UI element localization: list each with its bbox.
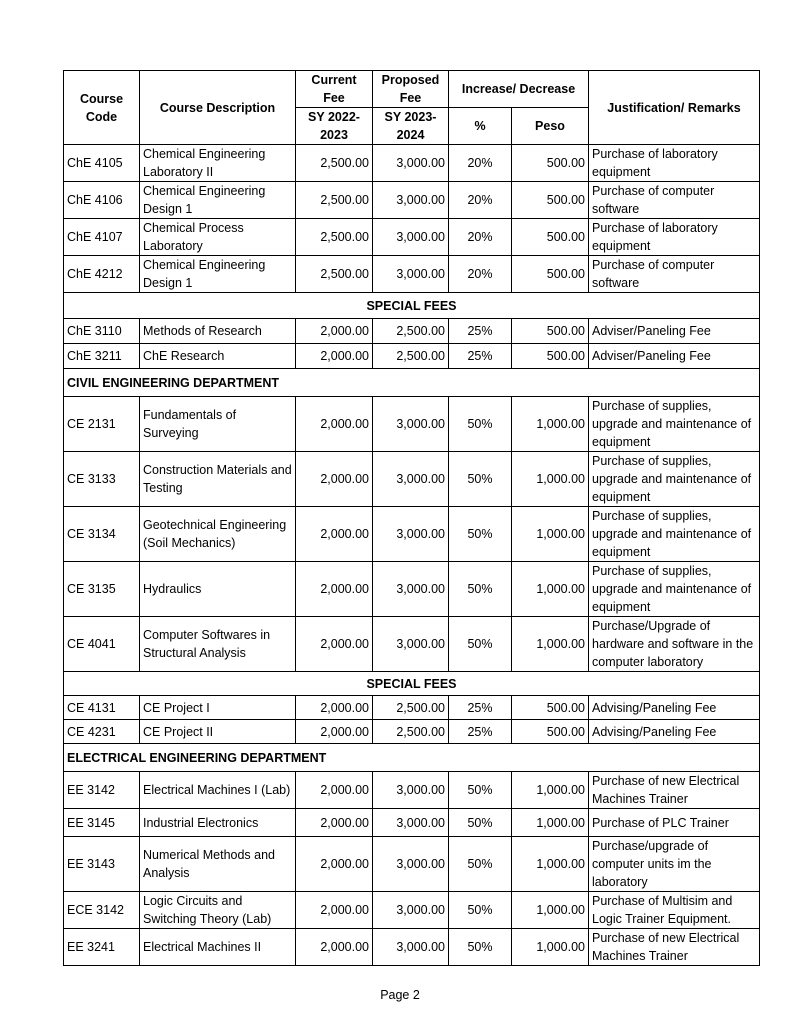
- course-description-cell: Electrical Machines I (Lab): [140, 772, 296, 809]
- table-row: [64, 809, 760, 837]
- course-code-cell: ECE 3142: [64, 892, 140, 929]
- course-description-cell: Chemical Process Laboratory: [140, 219, 296, 256]
- course-code-cell: EE 3145: [64, 809, 140, 837]
- table-row: [64, 145, 760, 182]
- course-description-cell: Geotechnical Engineering (Soil Mechanics): [140, 507, 296, 562]
- proposed-fee-cell: 3,000.00: [373, 562, 449, 617]
- proposed-fee-cell: 3,000.00: [373, 256, 449, 293]
- justification-cell: Purchase of Multisim and Logic Trainer Equipment.: [589, 892, 760, 929]
- peso-cell: 500.00: [512, 319, 589, 344]
- table-row: [64, 892, 760, 929]
- justification-cell: Purchase of laboratory equipment: [589, 219, 760, 256]
- justification-cell: Purchase of supplies, upgrade and maintenance of equipment: [589, 452, 760, 507]
- peso-cell: 1,000.00: [512, 837, 589, 892]
- course-description-cell: Numerical Methods and Analysis: [140, 837, 296, 892]
- peso-cell: 500.00: [512, 182, 589, 219]
- percent-cell: 50%: [449, 397, 512, 452]
- percent-cell: 50%: [449, 809, 512, 837]
- course-code-cell: CE 4041: [64, 617, 140, 672]
- justification-cell: Adviser/Paneling Fee: [589, 319, 760, 344]
- current-fee-cell: 2,000.00: [296, 837, 373, 892]
- proposed-fee-cell: 3,000.00: [373, 837, 449, 892]
- section-label: SPECIAL FEES: [64, 293, 760, 319]
- course-code-cell: EE 3142: [64, 772, 140, 809]
- current-fee-cell: 2,000.00: [296, 344, 373, 369]
- percent-cell: 50%: [449, 507, 512, 562]
- proposed-fee-cell: 3,000.00: [373, 182, 449, 219]
- current-fee-cell: 2,500.00: [296, 256, 373, 293]
- course-code-cell: EE 3241: [64, 929, 140, 966]
- course-description-cell: Logic Circuits and Switching Theory (Lab): [140, 892, 296, 929]
- course-code-cell: ChE 4105: [64, 145, 140, 182]
- proposed-fee-cell: 3,000.00: [373, 772, 449, 809]
- course-code-cell: CE 3135: [64, 562, 140, 617]
- percent-cell: 50%: [449, 452, 512, 507]
- table-row: [64, 452, 760, 507]
- peso-cell: 1,000.00: [512, 809, 589, 837]
- course-code-cell: ChE 3211: [64, 344, 140, 369]
- proposed-fee-cell: 3,000.00: [373, 145, 449, 182]
- peso-cell: 500.00: [512, 145, 589, 182]
- course-description-cell: Methods of Research: [140, 319, 296, 344]
- peso-cell: 500.00: [512, 219, 589, 256]
- current-fee-cell: 2,000.00: [296, 929, 373, 966]
- proposed-fee-cell: 3,000.00: [373, 507, 449, 562]
- percent-cell: 20%: [449, 256, 512, 293]
- current-fee-cell: 2,000.00: [296, 720, 373, 744]
- table-row: [64, 182, 760, 219]
- department-label: CIVIL ENGINEERING DEPARTMENT: [64, 369, 760, 397]
- section-label: SPECIAL FEES: [64, 672, 760, 696]
- justification-cell: Purchase of supplies, upgrade and maintenance of equipment: [589, 562, 760, 617]
- percent-cell: 25%: [449, 720, 512, 744]
- peso-cell: 1,000.00: [512, 772, 589, 809]
- table-row: [64, 720, 760, 744]
- peso-cell: 1,000.00: [512, 452, 589, 507]
- header-increase-decrease: Increase/ Decrease: [449, 71, 589, 108]
- proposed-fee-cell: 3,000.00: [373, 452, 449, 507]
- table-row: [64, 507, 760, 562]
- justification-cell: Purchase of PLC Trainer: [589, 809, 760, 837]
- peso-cell: 1,000.00: [512, 507, 589, 562]
- proposed-fee-cell: 2,500.00: [373, 696, 449, 720]
- percent-cell: 25%: [449, 696, 512, 720]
- percent-cell: 50%: [449, 837, 512, 892]
- course-description-cell: CE Project II: [140, 720, 296, 744]
- proposed-fee-cell: 3,000.00: [373, 219, 449, 256]
- course-description-cell: Chemical Engineering Design 1: [140, 182, 296, 219]
- current-fee-cell: 2,500.00: [296, 219, 373, 256]
- course-code-cell: ChE 3110: [64, 319, 140, 344]
- table-header: [64, 71, 760, 145]
- proposed-fee-cell: 2,500.00: [373, 344, 449, 369]
- current-fee-cell: 2,000.00: [296, 397, 373, 452]
- course-description-cell: ChE Research: [140, 344, 296, 369]
- current-fee-cell: 2,000.00: [296, 809, 373, 837]
- table-row: [64, 929, 760, 966]
- current-fee-cell: 2,500.00: [296, 182, 373, 219]
- justification-cell: Purchase of computer software: [589, 256, 760, 293]
- course-description-cell: Industrial Electronics: [140, 809, 296, 837]
- current-fee-cell: 2,500.00: [296, 145, 373, 182]
- table-row: [64, 837, 760, 892]
- peso-cell: 500.00: [512, 256, 589, 293]
- percent-cell: 20%: [449, 182, 512, 219]
- justification-cell: Purchase/Upgrade of hardware and software in the computer laboratory: [589, 617, 760, 672]
- department-label: ELECTRICAL ENGINEERING DEPARTMENT: [64, 744, 760, 772]
- course-description-cell: Electrical Machines II: [140, 929, 296, 966]
- percent-cell: 25%: [449, 319, 512, 344]
- table-row: [64, 562, 760, 617]
- current-fee-cell: 2,000.00: [296, 562, 373, 617]
- course-description-cell: Hydraulics: [140, 562, 296, 617]
- justification-cell: Purchase of new Electrical Machines Trainer: [589, 929, 760, 966]
- proposed-fee-cell: 2,500.00: [373, 720, 449, 744]
- header-proposed-fee: Proposed Fee: [373, 71, 449, 108]
- section-row: [64, 293, 760, 319]
- department-row: [64, 744, 760, 772]
- justification-cell: Purchase/upgrade of computer units im the laboratory: [589, 837, 760, 892]
- table-row: [64, 397, 760, 452]
- table-row: [64, 344, 760, 369]
- justification-cell: Purchase of laboratory equipment: [589, 145, 760, 182]
- table-row: [64, 696, 760, 720]
- course-code-cell: ChE 4106: [64, 182, 140, 219]
- justification-cell: Purchase of supplies, upgrade and maintenance of equipment: [589, 397, 760, 452]
- justification-cell: Purchase of new Electrical Machines Trainer: [589, 772, 760, 809]
- header-proposed-sy: SY 2023- 2024: [373, 108, 449, 145]
- table-row: [64, 617, 760, 672]
- course-code-cell: CE 4131: [64, 696, 140, 720]
- percent-cell: 20%: [449, 145, 512, 182]
- percent-cell: 50%: [449, 929, 512, 966]
- current-fee-cell: 2,000.00: [296, 617, 373, 672]
- proposed-fee-cell: 2,500.00: [373, 319, 449, 344]
- percent-cell: 20%: [449, 219, 512, 256]
- course-code-cell: CE 3133: [64, 452, 140, 507]
- table-row: [64, 319, 760, 344]
- current-fee-cell: 2,000.00: [296, 772, 373, 809]
- peso-cell: 1,000.00: [512, 562, 589, 617]
- course-description-cell: Fundamentals of Surveying: [140, 397, 296, 452]
- proposed-fee-cell: 3,000.00: [373, 397, 449, 452]
- justification-cell: Purchase of supplies, upgrade and maintenance of equipment: [589, 507, 760, 562]
- course-code-cell: CE 2131: [64, 397, 140, 452]
- peso-cell: 500.00: [512, 696, 589, 720]
- fee-table: [63, 70, 760, 966]
- peso-cell: 1,000.00: [512, 617, 589, 672]
- course-code-cell: EE 3143: [64, 837, 140, 892]
- page-number: Page 2: [380, 988, 420, 1002]
- course-description-cell: Computer Softwares in Structural Analysis: [140, 617, 296, 672]
- proposed-fee-cell: 3,000.00: [373, 929, 449, 966]
- percent-cell: 50%: [449, 892, 512, 929]
- percent-cell: 50%: [449, 617, 512, 672]
- percent-cell: 50%: [449, 562, 512, 617]
- current-fee-cell: 2,000.00: [296, 507, 373, 562]
- current-fee-cell: 2,000.00: [296, 452, 373, 507]
- table-row: [64, 256, 760, 293]
- justification-cell: Advising/Paneling Fee: [589, 696, 760, 720]
- course-description-cell: Chemical Engineering Design 1: [140, 256, 296, 293]
- header-course-description: Course Description: [140, 71, 296, 145]
- table-row: [64, 772, 760, 809]
- course-description-cell: Chemical Engineering Laboratory II: [140, 145, 296, 182]
- current-fee-cell: 2,000.00: [296, 319, 373, 344]
- current-fee-cell: 2,000.00: [296, 696, 373, 720]
- department-row: [64, 369, 760, 397]
- justification-cell: Adviser/Paneling Fee: [589, 344, 760, 369]
- header-course-code: Course Code: [64, 71, 140, 145]
- proposed-fee-cell: 3,000.00: [373, 892, 449, 929]
- header-current-fee: Current Fee: [296, 71, 373, 108]
- table-body: [64, 145, 760, 966]
- peso-cell: 1,000.00: [512, 929, 589, 966]
- header-peso: Peso: [512, 108, 589, 145]
- peso-cell: 1,000.00: [512, 397, 589, 452]
- justification-cell: Advising/Paneling Fee: [589, 720, 760, 744]
- course-description-cell: Construction Materials and Testing: [140, 452, 296, 507]
- current-fee-cell: 2,000.00: [296, 892, 373, 929]
- proposed-fee-cell: 3,000.00: [373, 809, 449, 837]
- table-row: [64, 219, 760, 256]
- peso-cell: 500.00: [512, 344, 589, 369]
- course-code-cell: ChE 4212: [64, 256, 140, 293]
- course-code-cell: ChE 4107: [64, 219, 140, 256]
- proposed-fee-cell: 3,000.00: [373, 617, 449, 672]
- course-description-cell: CE Project I: [140, 696, 296, 720]
- percent-cell: 50%: [449, 772, 512, 809]
- header-justification: Justification/ Remarks: [589, 71, 760, 145]
- header-current-sy: SY 2022- 2023: [296, 108, 373, 145]
- course-code-cell: CE 3134: [64, 507, 140, 562]
- percent-cell: 25%: [449, 344, 512, 369]
- justification-cell: Purchase of computer software: [589, 182, 760, 219]
- section-row: [64, 672, 760, 696]
- header-percent: %: [449, 108, 512, 145]
- peso-cell: 1,000.00: [512, 892, 589, 929]
- course-code-cell: CE 4231: [64, 720, 140, 744]
- peso-cell: 500.00: [512, 720, 589, 744]
